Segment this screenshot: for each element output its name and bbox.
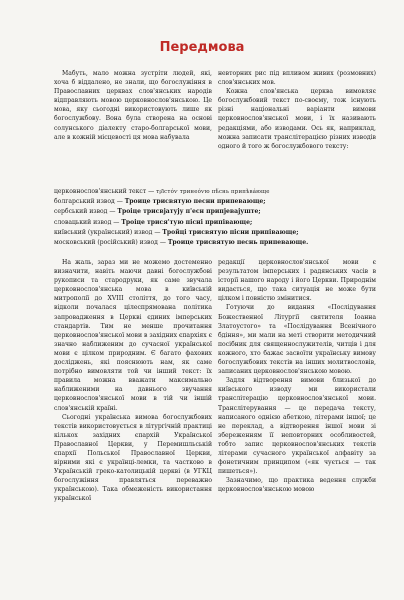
variant-row — [54, 238, 378, 248]
transliteration-list — [54, 187, 378, 248]
variant-label: церковнослов'янський текст — — [54, 188, 155, 195]
variant-label: московський (російський) извод — — [54, 239, 166, 247]
variant-text: тр҃їсто́ѵ тринео́ѵю пѣ́снь припѣва́юще — [156, 189, 270, 195]
paragraph: Зазначимо, що практика ведення служби церковнослов'янською мовою — [218, 477, 376, 494]
variant-row — [54, 187, 378, 197]
variant-label: київський (український) извод — — [54, 228, 161, 236]
variant-text: Тройці трисвятую пісни припівающе; — [162, 228, 299, 236]
variant-text: Троице трисвятую песнь припевающе. — [167, 239, 309, 247]
variant-label: словацький извод — — [54, 218, 120, 226]
right-column-bottom — [218, 258, 376, 494]
paragraph: Мабуть, мало можна зустріти людей, які, хоча б віддалено, не знали, що богослужіння в Православних церквах слов'янських народів відправляють мовою церковнослов'янською. Це мова, яку сьогодні використовують лише як богослужбову. Вона була створена на основі солунського діалекту старо-болгарської мови, але в кожній місцевості ця мова набувала — [54, 70, 212, 141]
paragraph: Задля відтворення вимови близької до київського изводу ми використали транслітерацію церковнослов'янської мови. Транслітерування — це передача тексту, написаного однією абеткою, літерами іншої; це не переклад, а відтворення іншої мови зі збереженням її неповторних особливостей, тобто запис церковнослов'янських текстів літерами сучасного української алфавіту за фонетичним принципом («як чується — так пишеться»). — [218, 377, 376, 476]
paragraph: редакції церковнослов'янської мови є результатом імперських і радянських часів в історії нашого народу і його Церкви. Природнім видається, що така ситуація не може бути цілком і повністю змінитися. — [218, 259, 376, 303]
variant-row — [54, 218, 378, 228]
variant-label: болгарський извод — — [54, 198, 123, 206]
variant-text: Троице трисвятую песни припевающе; — [124, 198, 266, 206]
paragraph: На жаль, зараз ми не можемо достеменно визначити, навіть маючи давні богослужбові рукописи та стародруки, як саме звучала церковнослов'янська мова в київській митрополії до XVIII століття, до того часу, відколи почалася цілеспрямована політика запровадження в Церкві єдиних імперських стандартів. Тим не менше прочитання церковнослов'янської мови в західних єпархіях є значно наближеним до сучасної української мови є цілком природним. Є багато фахових досліджень, які пояснюють нам, як саме потрібно вимовляти той чи інший текст: їх правила можна вважати максимально наближеними на давнього звучання церковнослов'янської мови в тій чи іншій слов'янській країні. — [54, 259, 212, 412]
variant-label: сербський извод — — [54, 208, 116, 216]
variant-row — [54, 207, 378, 217]
paragraph: Сьогодні українська вимова богослужбових текстів використовується в літургічній практиці кількох західних єпархій Української Православної Церкви, у Перемишльській єпархії Польської Православної Церкви, вірними які є українці-лемки, та частково в Українській греко-католицькій церкві (в УГКЦ богослужіння правляться переважно українською). Така обмеженість використання української — [54, 413, 212, 503]
variant-text: Троіце трисвјатују п'есн припјевајуште; — [117, 208, 261, 216]
right-column-top — [218, 69, 376, 151]
variant-row — [54, 228, 378, 238]
paragraph: невторних рис під впливом живих (розмовних) слов'янських мов. — [218, 70, 376, 87]
page-title: Передмова — [159, 40, 245, 55]
variant-text: Троіце трися'тую пісні припівающе; — [121, 218, 253, 226]
paragraph: Кожна слов'янська церква вимовляє богослужбовий текст по-своєму, тож існують різні національні варіанти вимови церковнослов'янської мови, і їх називають редакціями, або изводами. Ось як, наприклад, можна записати транслітерацією різних изводів одного й того ж богослужбового тексту: — [218, 88, 376, 150]
left-column-top — [54, 69, 212, 142]
left-column-bottom — [54, 258, 212, 504]
variant-row — [54, 197, 378, 207]
paragraph: Готуючи до видання «Послідування Божественної Літургії святителя Іоанна Златоустого» та «Послідування Всенічного бдіння», ми мали на меті створити методичний посібник для священнослужителів, читців і для кожного, хто бажає засвоїти українську вимову богослужбових текстів на інших молитвословів, записаних церковнослов'янською мовою. — [218, 304, 376, 376]
